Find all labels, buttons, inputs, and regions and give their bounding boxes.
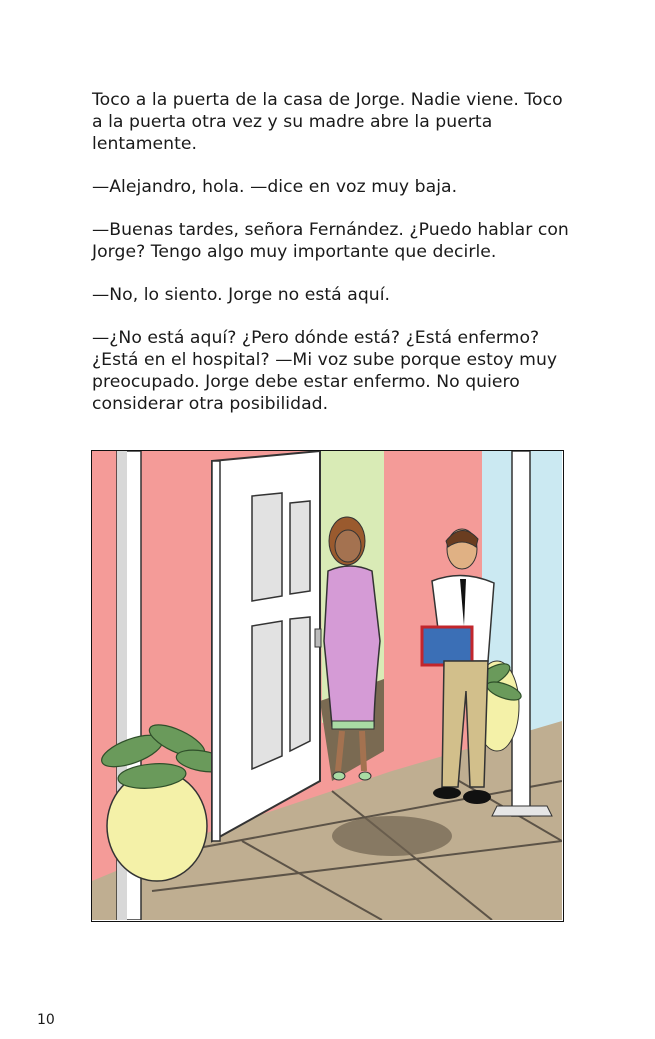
- right-post: [512, 451, 530, 816]
- story-text: [92, 89, 572, 436]
- doorway-scene: [92, 451, 562, 920]
- shadow: [332, 816, 452, 856]
- paragraph: —Alejandro, hola. —dice en voz muy baja.: [92, 177, 458, 197]
- binder: [422, 627, 472, 665]
- door-handle: [315, 629, 321, 647]
- paragraph: —No, lo siento. Jorge no está aquí.: [92, 285, 391, 305]
- paragraph: —Buenas tardes, señora Fernández. ¿Puedo hablar con Jorge? Tengo algo muy importante que decirle.: [92, 220, 569, 262]
- post-base: [492, 806, 552, 816]
- paragraph: Toco a la puerta de la casa de Jorge. Nadie viene. Toco a la puerta otra vez y su madre abre la puerta lentamente.: [92, 90, 563, 154]
- paragraph: —¿No está aquí? ¿Pero dónde está? ¿Está enfermo? ¿Está en el hospital? —Mi voz sube porque estoy muy preocupado. Jorge debe estar enfermo. No quiero considerar otra posibilidad.: [92, 328, 558, 414]
- story-illustration: [91, 450, 564, 922]
- door-frame: [212, 461, 220, 841]
- door-panels: [252, 493, 310, 769]
- page-number: 10: [37, 1012, 55, 1028]
